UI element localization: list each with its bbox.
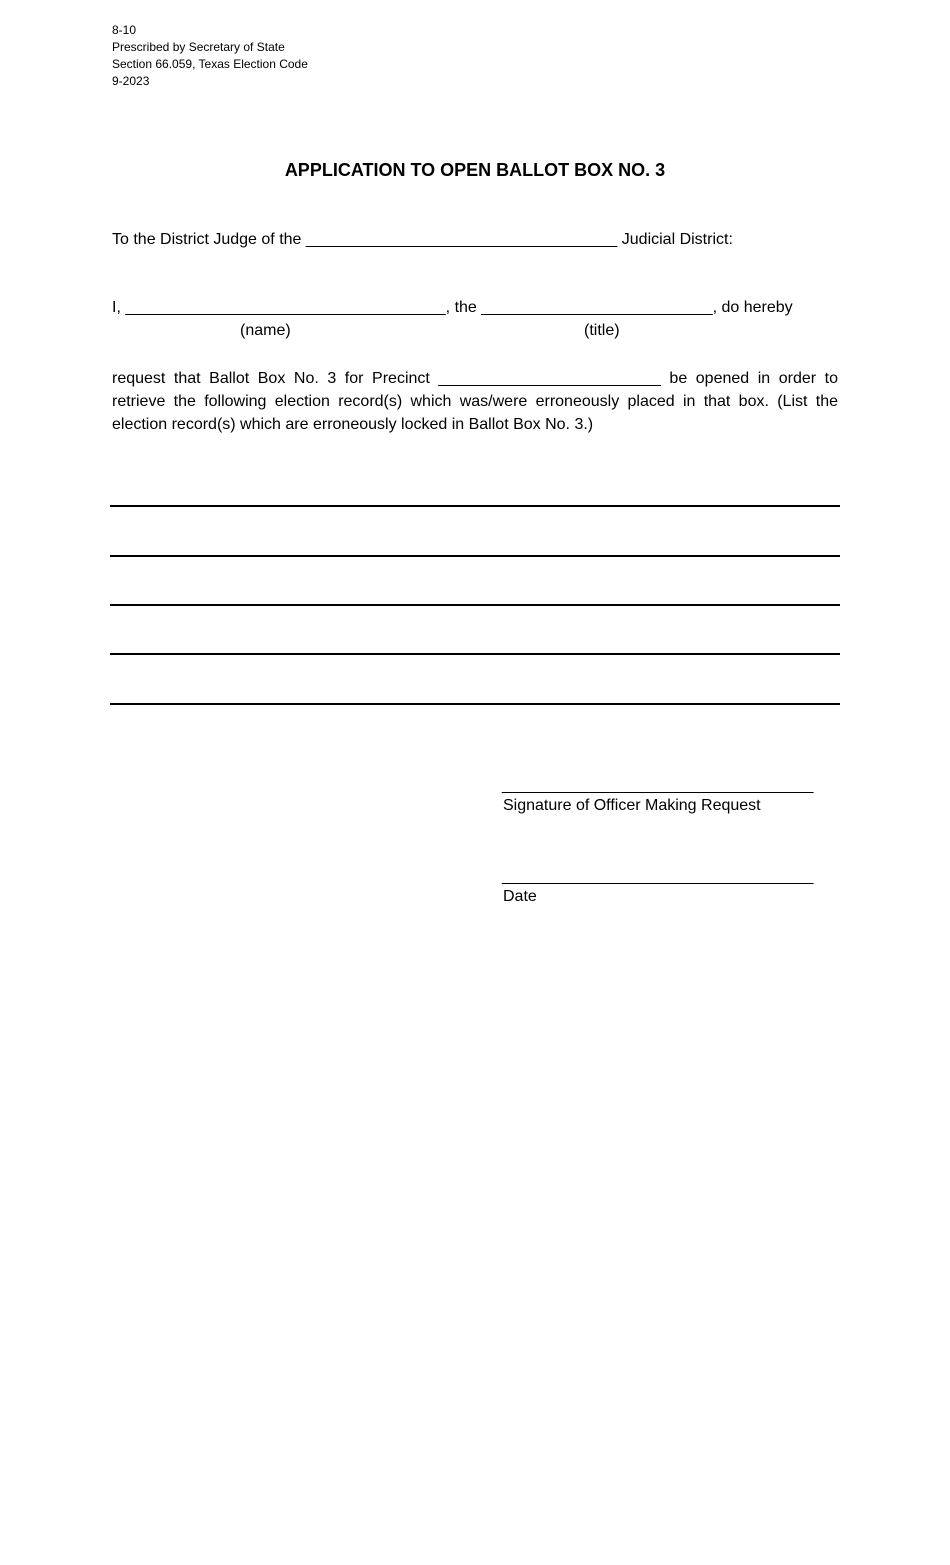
record-line-4[interactable] — [110, 653, 840, 655]
record-line-3[interactable] — [110, 604, 840, 606]
date-line[interactable]: ___________________________________ — [502, 868, 814, 885]
form-title: APPLICATION TO OPEN BALLOT BOX NO. 3 — [284, 160, 666, 180]
record-line-5[interactable] — [110, 703, 840, 705]
signature-label: Signature of Officer Making Request — [503, 797, 761, 814]
signature-line[interactable]: ___________________________________ — [502, 777, 814, 794]
record-line-2[interactable] — [110, 555, 840, 557]
code-section: Section 66.059, Texas Election Code — [112, 57, 308, 71]
date-label: Date — [503, 888, 537, 905]
form-number: 8-10 — [112, 23, 137, 37]
prescribed-by: Prescribed by Secretary of State — [112, 40, 285, 54]
request-paragraph[interactable]: request that Ballot Box No. 3 for Precinct _________________________ be opened in order to retrieve the following election record(s) which was/were erroneously placed in that box. (List the election record(s) which are erroneously locked in Ballot Box No. 3.) — [112, 370, 838, 433]
declaration-line[interactable]: I, ____________________________________, the __________________________, do hereby — [112, 299, 793, 316]
title-label: (title) — [584, 322, 620, 339]
form-revision: 9-2023 — [112, 74, 150, 88]
name-label: (name) — [240, 322, 291, 339]
record-line-1[interactable] — [110, 505, 840, 507]
address-line[interactable]: To the District Judge of the ___________________________________ Judicial District: — [112, 231, 733, 248]
